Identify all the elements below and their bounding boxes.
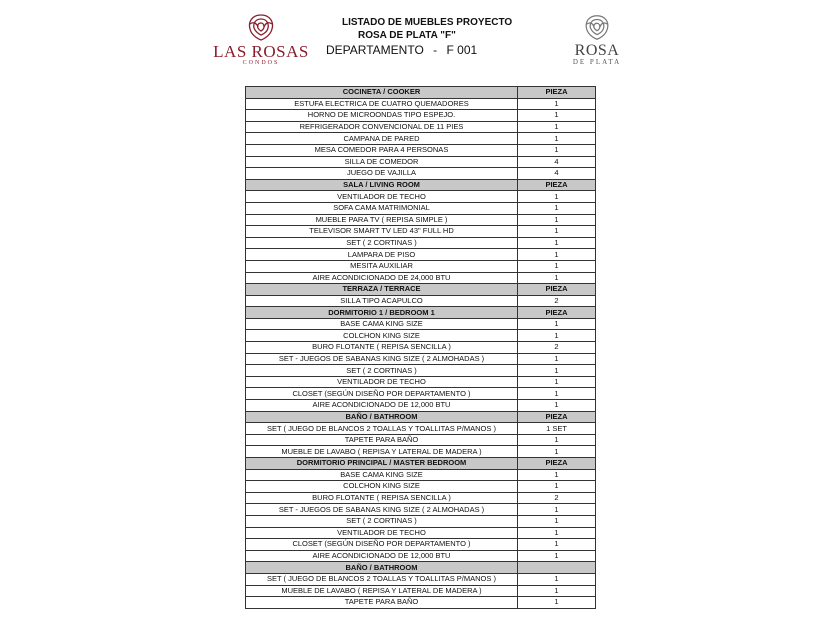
item-quantity: 2 (518, 492, 596, 504)
item-name: CAMPANA DE PARED (246, 133, 518, 145)
rosa-de-plata-sub: DE PLATA (572, 58, 622, 66)
item-quantity: 1 (518, 214, 596, 226)
item-name: SILLA DE COMEDOR (246, 156, 518, 168)
table-row (246, 550, 596, 562)
table-row (246, 156, 596, 168)
item-name: VENTILADOR DE TECHO (246, 527, 518, 539)
item-quantity: 1 (518, 133, 596, 145)
item-quantity: 1 (518, 388, 596, 400)
table-row (246, 260, 596, 272)
item-quantity: 1 (518, 597, 596, 609)
table-row (246, 133, 596, 145)
section-qty-header: PIEZA (518, 307, 596, 319)
item-name: AIRE ACONDICIONADO DE 24,000 BTU (246, 272, 518, 284)
table-row (246, 400, 596, 412)
section-qty-header: PIEZA (518, 284, 596, 296)
item-name: AIRE ACONDICIONADO DE 12,000 BTU (246, 550, 518, 562)
section-header-row (246, 411, 596, 423)
item-name: CLOSET (SEGÚN DISEÑO POR DEPARTAMENTO ) (246, 388, 518, 400)
table-row (246, 98, 596, 110)
item-quantity: 1 (518, 237, 596, 249)
item-quantity: 1 (518, 504, 596, 516)
item-name: SET ( 2 CORTINAS ) (246, 365, 518, 377)
section-title: BAÑO / BATHROOM (246, 562, 518, 574)
item-quantity: 1 (518, 272, 596, 284)
department-dash: - (433, 43, 438, 57)
department-number: F 001 (446, 43, 478, 57)
table-row (246, 249, 596, 261)
table-row (246, 168, 596, 180)
table-row (246, 214, 596, 226)
table-row (246, 469, 596, 481)
item-name: BURO FLOTANTE ( REPISA SENCILLA ) (246, 492, 518, 504)
table-row (246, 515, 596, 527)
section-header-row (246, 87, 596, 99)
section-qty-header: PIEZA (518, 87, 596, 99)
item-name: SET ( 2 CORTINAS ) (246, 515, 518, 527)
section-title: TERRAZA / TERRACE (246, 284, 518, 296)
item-name: AIRE ACONDICIONADO DE 12,000 BTU (246, 400, 518, 412)
table-row (246, 527, 596, 539)
section-qty-header: PIEZA (518, 411, 596, 423)
item-name: CLOSET (SEGÚN DISEÑO POR DEPARTAMENTO ) (246, 539, 518, 551)
item-name: ESTUFA ELECTRICA DE CUATRO QUEMADORES (246, 98, 518, 110)
item-name: MESITA AUXILIAR (246, 260, 518, 272)
item-quantity: 1 (518, 330, 596, 342)
item-quantity: 1 (518, 202, 596, 214)
item-name: BASE CAMA KING SIZE (246, 469, 518, 481)
table-row (246, 121, 596, 133)
section-qty-header: PIEZA (518, 458, 596, 470)
section-header-row (246, 307, 596, 319)
furniture-table (245, 86, 596, 609)
item-quantity: 1 (518, 527, 596, 539)
item-name: SET - JUEGOS DE SABANAS KING SIZE ( 2 ALMOHADAS ) (246, 353, 518, 365)
item-quantity: 4 (518, 156, 596, 168)
item-name: COLCHON KING SIZE (246, 330, 518, 342)
title-line-1: LISTADO DE MUEBLES PROYECTO (342, 17, 513, 28)
item-quantity: 4 (518, 168, 596, 180)
table-row (246, 110, 596, 122)
table-row (246, 423, 596, 435)
item-name: SOFA CAMA MATRIMONIAL (246, 202, 518, 214)
table-row (246, 446, 596, 458)
item-name: BASE CAMA KING SIZE (246, 318, 518, 330)
table-row (246, 353, 596, 365)
item-name: SET ( 2 CORTINAS ) (246, 237, 518, 249)
table-row (246, 144, 596, 156)
las-rosas-brand: LAS ROSAS (213, 42, 309, 61)
table-row (246, 318, 596, 330)
item-quantity: 1 (518, 585, 596, 597)
section-title: SALA / LIVING ROOM (246, 179, 518, 191)
table-row (246, 504, 596, 516)
table-row (246, 388, 596, 400)
item-quantity: 1 (518, 550, 596, 562)
section-header-row (246, 562, 596, 574)
table-row (246, 342, 596, 354)
table-row (246, 330, 596, 342)
item-name: TELEVISOR SMART TV LED 43" FULL HD (246, 226, 518, 238)
table-row (246, 295, 596, 307)
table-row (246, 492, 596, 504)
item-name: SET ( JUEGO DE BLANCOS 2 TOALLAS Y TOALLITAS P/MANOS ) (246, 573, 518, 585)
table-row (246, 597, 596, 609)
item-quantity: 1 (518, 539, 596, 551)
rose-icon (244, 12, 278, 42)
table-row (246, 202, 596, 214)
item-quantity: 1 (518, 400, 596, 412)
silver-rose-icon (581, 12, 613, 42)
section-title: COCINETA / COOKER (246, 87, 518, 99)
item-name: TAPETE PARA BAÑO (246, 597, 518, 609)
item-name: LAMPARA DE PISO (246, 249, 518, 261)
item-quantity: 1 (518, 98, 596, 110)
table-row (246, 272, 596, 284)
item-quantity: 1 (518, 376, 596, 388)
item-quantity: 1 (518, 481, 596, 493)
item-quantity: 1 (518, 110, 596, 122)
department-label: DEPARTAMENTO (326, 43, 424, 57)
section-qty-header (518, 562, 596, 574)
table-row (246, 573, 596, 585)
item-quantity: 1 (518, 573, 596, 585)
table-row (246, 434, 596, 446)
section-header-row (246, 458, 596, 470)
item-quantity: 1 (518, 469, 596, 481)
item-quantity: 1 SET (518, 423, 596, 435)
item-name: MUEBLE DE LAVABO ( REPISA Y LATERAL DE MADERA ) (246, 446, 518, 458)
item-quantity: 1 (518, 144, 596, 156)
las-rosas-sub: CONDOS (242, 60, 280, 66)
table-row (246, 481, 596, 493)
item-name: SET ( JUEGO DE BLANCOS 2 TOALLAS Y TOALLITAS P/MANOS ) (246, 423, 518, 435)
item-quantity: 2 (518, 342, 596, 354)
table-row (246, 237, 596, 249)
section-title: DORMITORIO PRINCIPAL / MASTER BEDROOM (246, 458, 518, 470)
item-name: TAPETE PARA BAÑO (246, 434, 518, 446)
item-quantity: 1 (518, 260, 596, 272)
item-name: REFRIGERADOR CONVENCIONAL DE 11 PIES (246, 121, 518, 133)
section-header-row (246, 284, 596, 296)
item-quantity: 1 (518, 353, 596, 365)
item-quantity: 1 (518, 434, 596, 446)
item-name: MESA COMEDOR PARA 4 PERSONAS (246, 144, 518, 156)
item-name: HORNO DE MICROONDAS TIPO ESPEJO. (246, 110, 518, 122)
item-quantity: 1 (518, 121, 596, 133)
table-row (246, 585, 596, 597)
item-quantity: 1 (518, 365, 596, 377)
item-name: SET - JUEGOS DE SABANAS KING SIZE ( 2 ALMOHADAS ) (246, 504, 518, 516)
item-name: VENTILADOR DE TECHO (246, 376, 518, 388)
table-row (246, 365, 596, 377)
item-name: VENTILADOR DE TECHO (246, 191, 518, 203)
item-quantity: 1 (518, 515, 596, 527)
title-line-2: ROSA DE PLATA "F" (358, 30, 456, 41)
rosa-de-plata-logo (552, 12, 642, 72)
table-row (246, 539, 596, 551)
table-row (246, 376, 596, 388)
item-name: BURO FLOTANTE ( REPISA SENCILLA ) (246, 342, 518, 354)
table-row (246, 226, 596, 238)
item-name: COLCHON KING SIZE (246, 481, 518, 493)
item-quantity: 1 (518, 446, 596, 458)
item-name: SILLA TIPO ACAPULCO (246, 295, 518, 307)
item-name: MUEBLE DE LAVABO ( REPISA Y LATERAL DE MADERA ) (246, 585, 518, 597)
item-quantity: 2 (518, 295, 596, 307)
section-header-row (246, 179, 596, 191)
item-quantity: 1 (518, 191, 596, 203)
item-quantity: 1 (518, 226, 596, 238)
section-qty-header: PIEZA (518, 179, 596, 191)
item-quantity: 1 (518, 249, 596, 261)
item-name: MUEBLE PARA TV ( REPISA SIMPLE ) (246, 214, 518, 226)
section-title: DORMITORIO 1 / BEDROOM 1 (246, 307, 518, 319)
item-name: JUEGO DE VAJILLA (246, 168, 518, 180)
section-title: BAÑO / BATHROOM (246, 411, 518, 423)
rosa-de-plata-brand: ROSA (574, 42, 620, 59)
table-row (246, 191, 596, 203)
las-rosas-logo (206, 12, 316, 68)
item-quantity: 1 (518, 318, 596, 330)
